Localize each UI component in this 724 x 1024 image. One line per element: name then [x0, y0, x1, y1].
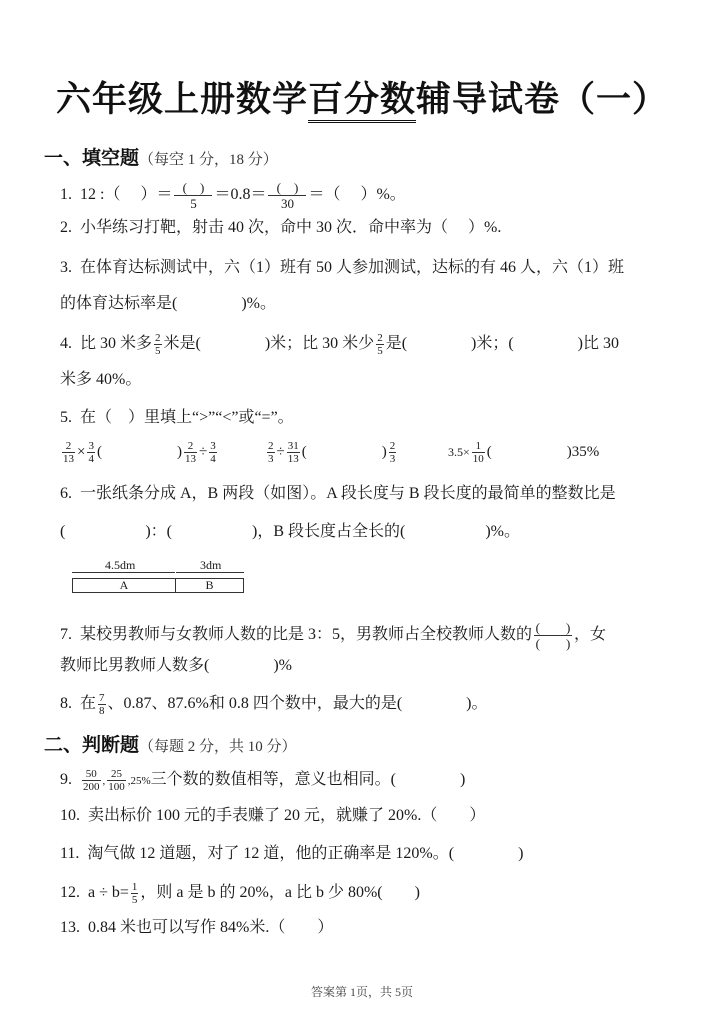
- question-number: 2.: [60, 219, 72, 236]
- denominator: 10: [472, 453, 484, 466]
- numerator: 2: [155, 332, 161, 344]
- title-prefix: 六年级上册数学: [55, 80, 308, 120]
- question-text: 小华练习打靶，射击 40 次，命中 30 次．命中率为（ ）%.: [80, 219, 502, 236]
- question-number: 9.: [60, 771, 72, 789]
- q7-part1: 某校男教师与女教师人数的比是 3：5，男教师占全校教师人数的: [80, 626, 533, 644]
- fraction: [174, 180, 212, 211]
- question-6-cont: [60, 522, 520, 542]
- fraction: [209, 440, 217, 465]
- page-title: [0, 72, 724, 122]
- fraction: [267, 440, 275, 465]
- comparison-item-1: [60, 440, 219, 465]
- answer-blank[interactable]: ( ): [535, 620, 571, 635]
- operator: ÷: [276, 444, 285, 460]
- q8-part1: 在: [80, 695, 97, 713]
- segment-diagram: [72, 558, 244, 594]
- answer-blank[interactable]: ( ): [268, 180, 306, 196]
- fraction: [534, 620, 572, 651]
- numerator: 2: [62, 440, 75, 453]
- q1-part3: ＝（ ）%。: [308, 186, 406, 204]
- question-text: 的体育达标率是( )%。: [60, 295, 276, 312]
- numerator: 3: [88, 440, 94, 453]
- section-note: （每题 2 分，共 10 分）: [139, 739, 297, 755]
- question-text: 0.84 米也可以写作 84%米.（ ）: [88, 919, 334, 936]
- question-6: [60, 484, 616, 504]
- numerator: 2: [184, 440, 197, 453]
- denominator: 8: [99, 705, 105, 717]
- question-5: [60, 408, 294, 428]
- fraction: [87, 440, 95, 465]
- denominator: 5: [155, 345, 161, 357]
- segment-a: A: [72, 578, 176, 593]
- answer-blank[interactable]: ( ): [96, 444, 182, 460]
- question-text: 米多 40%。: [60, 371, 142, 388]
- question-13: [60, 918, 333, 938]
- fraction: [472, 440, 485, 465]
- question-7: [60, 620, 606, 651]
- fraction: [107, 768, 126, 793]
- numerator: 1: [131, 881, 138, 893]
- fraction: [82, 768, 101, 793]
- numerator: 1: [472, 440, 485, 453]
- section-fill-in: [44, 143, 278, 170]
- q12-part1: a ÷ b=: [88, 884, 129, 902]
- fraction: [184, 440, 197, 465]
- denominator: 5: [377, 345, 383, 357]
- question-number: 4.: [60, 335, 72, 353]
- denominator: 13: [184, 453, 196, 466]
- question-3-cont: [60, 294, 276, 314]
- fraction: [268, 180, 306, 211]
- denominator: 5: [131, 894, 138, 906]
- q8-part2: 、0.87、87.6%和 0.8 四个数中，最大的是( )。: [107, 695, 488, 713]
- denominator: 5: [190, 196, 197, 211]
- question-10: [60, 806, 485, 826]
- question-7-cont: [60, 656, 292, 676]
- fraction: [287, 440, 300, 465]
- denominator: 30: [280, 196, 294, 211]
- q7-part2: ，女: [574, 626, 607, 644]
- comparison-item-3: [448, 440, 599, 465]
- denominator: 4: [88, 453, 94, 466]
- question-3: [60, 258, 624, 278]
- title-underlined: 百分数: [308, 80, 416, 123]
- question-number: 6.: [60, 485, 72, 502]
- denominator: 13: [287, 453, 299, 466]
- question-text: 淘气做 12 道题，对了 12 道，他的正确率是 120%。( ): [87, 845, 524, 862]
- denominator: 4: [210, 453, 216, 466]
- denominator: 3: [268, 453, 274, 466]
- question-number: 10.: [60, 807, 80, 824]
- operator: ÷: [198, 444, 208, 460]
- operator: ×: [77, 444, 86, 460]
- numerator: 31: [287, 440, 299, 453]
- section-label: 一、填空题: [44, 147, 140, 169]
- numerator: 50: [82, 768, 101, 781]
- segment-b-length: 3dm: [200, 558, 222, 572]
- denominator: 200: [83, 781, 100, 793]
- question-number: 1.: [60, 186, 72, 204]
- section-note: （每空 1 分，18 分）: [139, 152, 278, 168]
- question-text: ( )：( )，B 段长度占全长的( )%。: [60, 523, 520, 540]
- segment-b: B: [175, 578, 244, 593]
- q12-part2: ，则 a 是 b 的 20%，a 比 b 少 80%( ): [140, 884, 420, 902]
- brace-a: [72, 572, 175, 577]
- question-number: 13.: [60, 919, 80, 936]
- question-number: 7.: [60, 626, 72, 644]
- page-footer: 答案第 1页，共 5页: [310, 985, 413, 999]
- q1-part1: 12 :（ ）＝: [80, 186, 173, 204]
- question-number: 12.: [60, 884, 80, 902]
- question-text: 教师比男教师人数多( )%: [60, 657, 292, 674]
- question-number: 8.: [60, 695, 72, 713]
- fraction: [376, 332, 384, 357]
- question-1: [60, 180, 406, 211]
- numerator: 3: [210, 440, 216, 453]
- denominator: 13: [63, 453, 74, 466]
- numerator: 2: [377, 332, 383, 344]
- numerator: 2: [268, 440, 274, 453]
- question-9: 9. $\frac{50}{200}$ , $\frac{25}{100}$ ,25%三个数的数值相等，意义也相同。( ): [60, 768, 466, 793]
- question-text: 一张纸条分成 A，B 两段（如图）。A 段长度与 B 段长度的最简单的整数比是: [80, 485, 616, 502]
- denominator: 3: [389, 453, 396, 466]
- title-suffix: 辅导试卷（一）: [416, 80, 669, 120]
- q1-part2: ＝0.8＝: [214, 186, 267, 204]
- question-2: [60, 218, 501, 238]
- question-number: 11.: [60, 845, 80, 862]
- answer-blank[interactable]: ( ): [174, 180, 212, 196]
- denominator: 100: [108, 781, 125, 793]
- section-true-false: [44, 730, 297, 757]
- q4-part2: 米是( )米；比 30 米少: [163, 335, 375, 353]
- question-text: 三个数的数值相等，意义也相同。( ): [150, 771, 466, 789]
- question-12: [60, 881, 420, 906]
- question-text: 在（ ）里填上“>”“<”或“=”。: [80, 409, 294, 426]
- answer-blank[interactable]: ( ): [301, 444, 387, 460]
- answer-blank[interactable]: ( ): [486, 444, 572, 460]
- expression-suffix: 35%: [571, 444, 600, 460]
- question-4: [60, 332, 619, 357]
- section-label: 二、判断题: [44, 734, 140, 756]
- brace-b: [176, 572, 244, 577]
- question-11: [60, 844, 523, 864]
- question-number: 3.: [60, 259, 72, 276]
- fraction: [131, 881, 139, 906]
- fraction: [154, 332, 162, 357]
- fraction: [389, 440, 397, 465]
- numerator: 25: [107, 768, 126, 781]
- percentage: ,25%: [127, 775, 151, 788]
- question-4-cont: [60, 370, 141, 390]
- comparison-item-2: [265, 440, 398, 465]
- question-8: [60, 692, 488, 717]
- question-text: 卖出标价 100 元的手表赚了 20 元，就赚了 20%.（ ）: [88, 807, 486, 824]
- q4-part1: 比 30 米多: [80, 335, 153, 353]
- answer-blank[interactable]: ( ): [535, 636, 571, 651]
- numerator: 2: [389, 440, 396, 453]
- question-text: 在体育达标测试中，六（1）班有 50 人参加测试，达标的有 46 人，六（1）班: [80, 259, 625, 276]
- question-number: 5.: [60, 409, 72, 426]
- q4-part3: 是( )米；( )比 30: [385, 335, 620, 353]
- fraction: [62, 440, 75, 465]
- comparison-row: [60, 440, 680, 470]
- fraction: [98, 692, 106, 717]
- numerator: 7: [99, 692, 105, 704]
- expression-prefix: 3.5×: [448, 445, 470, 459]
- segment-a-length: 4.5dm: [105, 558, 136, 572]
